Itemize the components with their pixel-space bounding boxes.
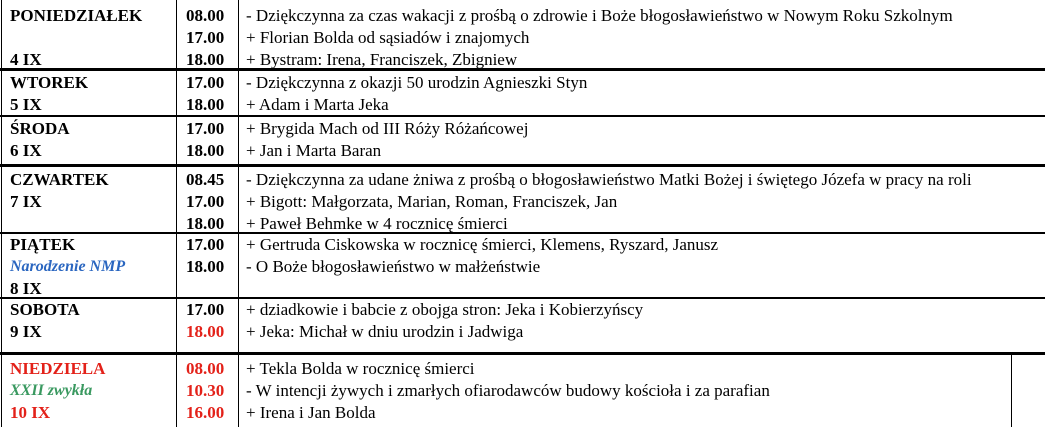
- mass-intention: + Bigott: Małgorzata, Marian, Roman, Franciszek, Jan: [246, 192, 618, 211]
- mass-time: 17.00: [186, 300, 225, 319]
- mass-intention: + Tekla Bolda w rocznicę śmierci: [246, 359, 475, 378]
- row-divider: [0, 164, 1045, 167]
- sunday-right-border: [1011, 354, 1012, 427]
- mass-intention: + Jeka: Michał w dniu urodzin i Jadwiga: [246, 322, 524, 341]
- day-name: WTOREK: [10, 73, 89, 92]
- day-date: 6 IX: [10, 141, 42, 160]
- mass-intention: + Bystram: Irena, Franciszek, Zbigniew: [246, 50, 518, 69]
- column-divider-time-intention: [238, 0, 239, 427]
- mass-intention: + Brygida Mach od III Róży Różańcowej: [246, 119, 529, 138]
- mass-intention: + Irena i Jan Bolda: [246, 403, 376, 422]
- mass-time: 08.00: [186, 359, 225, 378]
- day-name: NIEDZIELA: [10, 359, 106, 378]
- column-divider-day-time: [176, 0, 177, 427]
- day-date: 7 IX: [10, 192, 42, 211]
- feast-name: Narodzenie NMP: [10, 258, 126, 275]
- mass-time: 18.00: [186, 141, 225, 160]
- day-name: PONIEDZIAŁEK: [10, 6, 143, 25]
- mass-intention: - O Boże błogosławieństwo w małżeństwie: [246, 257, 541, 276]
- day-name: PIĄTEK: [10, 235, 76, 254]
- mass-intention: + Paweł Behmke w 4 rocznicę śmierci: [246, 214, 508, 233]
- mass-intention: - Dziękczynna za udane żniwa z prośbą o błogosławieństwo Matki Bożej i świętego Józefa w pracy na roli: [246, 170, 972, 189]
- mass-time: 18.00: [186, 50, 225, 69]
- mass-time: 18.00: [186, 95, 225, 114]
- day-name: ŚRODA: [10, 119, 70, 138]
- day-date: 10 IX: [10, 403, 51, 422]
- mass-intention: - W intencji żywych i zmarłych ofiarodawców budowy kościoła i za parafian: [246, 381, 770, 400]
- mass-intention: + Adam i Marta Jeka: [246, 95, 389, 114]
- mass-time: 17.00: [186, 192, 225, 211]
- mass-time: 08.00: [186, 6, 225, 25]
- mass-time: 17.00: [186, 119, 225, 138]
- mass-time: 18.00: [186, 214, 225, 233]
- mass-time: 17.00: [186, 28, 225, 47]
- mass-time: 18.00: [186, 257, 225, 276]
- mass-time: 16.00: [186, 403, 225, 422]
- mass-intention: + Florian Bolda od sąsiadów i znajomych: [246, 28, 530, 47]
- mass-intention: + Jan i Marta Baran: [246, 141, 382, 160]
- day-date: 4 IX: [10, 50, 42, 69]
- day-date: 9 IX: [10, 322, 42, 341]
- mass-time: 08.45: [186, 170, 225, 189]
- day-name: SOBOTA: [10, 300, 80, 319]
- feast-name: XXII zwykła: [10, 382, 93, 399]
- mass-intention: + Gertruda Ciskowska w rocznicę śmierci, Klemens, Ryszard, Janusz: [246, 235, 719, 254]
- mass-intention: - Dziękczynna z okazji 50 urodzin Agnieszki Styn: [246, 73, 588, 92]
- row-divider: [0, 352, 1045, 355]
- mass-intention: + dziadkowie i babcie z obojga stron: Jeka i Kobierzyńscy: [246, 300, 644, 319]
- mass-time: 17.00: [186, 73, 225, 92]
- mass-time: 17.00: [186, 235, 225, 254]
- day-date: 8 IX: [10, 279, 42, 298]
- mass-time: 10.30: [186, 381, 225, 400]
- table-border-left: [1, 0, 2, 427]
- day-name: CZWARTEK: [10, 170, 109, 189]
- mass-time: 18.00: [186, 322, 225, 341]
- mass-intention: - Dziękczynna za czas wakacji z prośbą o zdrowie i Boże błogosławieństwo w Nowym Roku Szkolnym: [246, 6, 953, 25]
- day-date: 5 IX: [10, 95, 42, 114]
